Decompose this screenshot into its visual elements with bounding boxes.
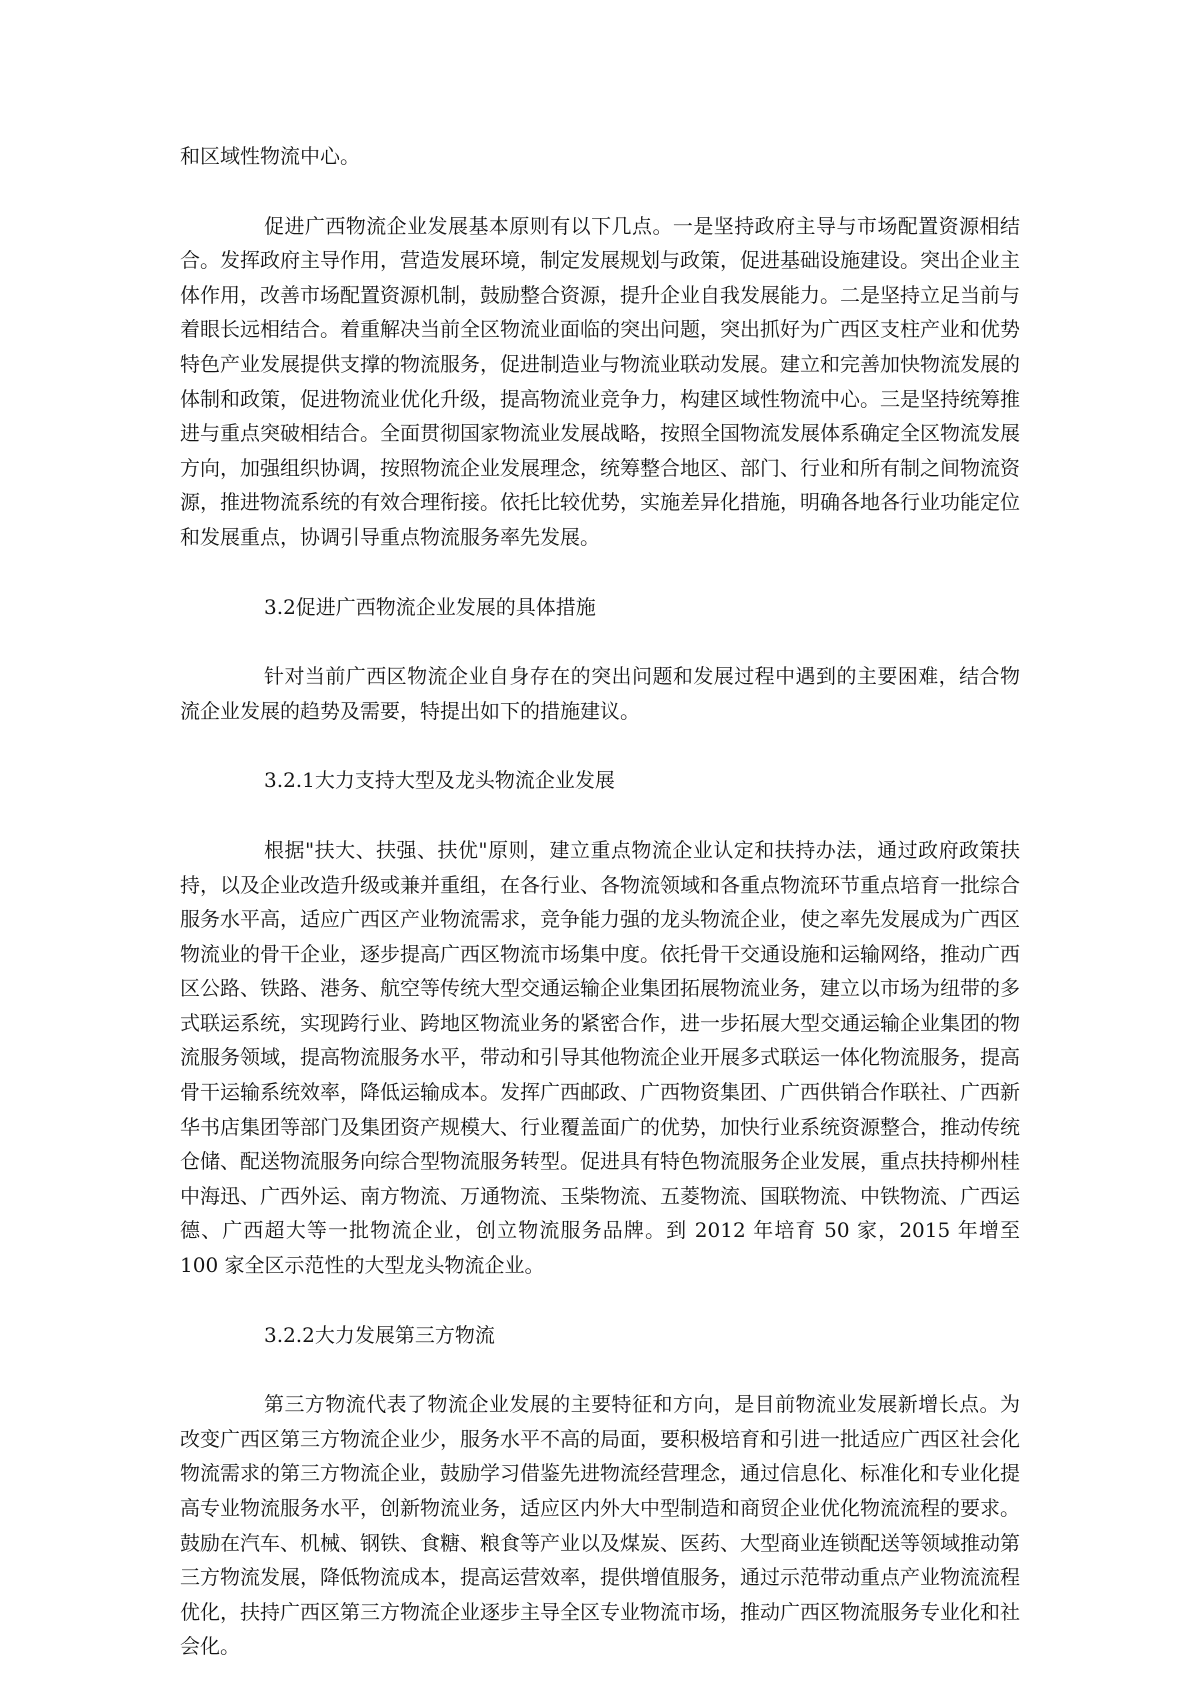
- paragraph-measures-intro: 针对当前广西区物流企业自身存在的突出问题和发展过程中遇到的主要困难，结合物流企业发展的趋势及需要，特提出如下的措施建议。: [180, 664, 1020, 723]
- paragraph-third-party-logistics: 第三方物流代表了物流企业发展的主要特征和方向，是目前物流业发展新增长点。为改变广西区第三方物流企业少，服务水平不高的局面，要积极培育和引进一批适应广西区社会化物流需求的第三方物流企业，鼓励学习借鉴先进物流经营理念，通过信息化、标准化和专业化提高专业物流服务水平，创新物流业务，适应区内外大中型制造和商贸企业优化物流流程的要求。鼓励在汽车、机械、钢铁、食糖、粮食等产业以及煤炭、医药、大型商业连锁配送等领域推动第三方物流发展，降低物流成本，提高运营效率，提供增值服务，通过示范带动重点产业物流流程优化，扶持广西区第三方物流企业逐步主导全区专业物流市场，推动广西区物流服务专业化和社会化。: [180, 1392, 1020, 1659]
- paragraph-basic-principles: 促进广西物流企业发展基本原则有以下几点。一是坚持政府主导与市场配置资源相结合。发挥政府主导作用，营造发展环境，制定发展规划与政策，促进基础设施建设。突出企业主体作用，改善市场配置资源机制，鼓励整合资源，提升企业自我发展能力。二是坚持立足当前与着眼长远相结合。着重解决当前全区物流业面临的突出问题，突出抓好为广西区支柱产业和优势特色产业发展提供支撑的物流服务，促进制造业与物流业联动发展。建立和完善加快物流发展的体制和政策，促进物流业优化升级，提高物流业竞争力，构建区域性物流中心。三是坚持统筹推进与重点突破相结合。全面贯彻国家物流业发展战略，按照全国物流发展体系确定全区物流发展方向，加强组织协调，按照物流企业发展理念，统筹整合地区、部门、行业和所有制之间物流资源，推进物流系统的有效合理衔接。依托比较优势，实施差异化措施，明确各地各行业功能定位和发展重点，协调引导重点物流服务率先发展。: [180, 213, 1020, 549]
- document-body: [180, 139, 1020, 1664]
- section-heading-3-2: 3.2促进广西物流企业发展的具体措施: [264, 594, 596, 619]
- paragraph-continuation: 和区域性物流中心。: [180, 144, 360, 168]
- section-heading-3-2-2: 3.2.2大力发展第三方物流: [264, 1322, 495, 1347]
- paragraph-leading-enterprises: 根据"扶大、扶强、扶优"原则，建立重点物流企业认定和扶持办法，通过政府政策扶持，以及企业改造升级或兼并重组，在各行业、各物流领域和各重点物流环节重点培育一批综合服务水平高，适应广西区产业物流需求，竞争能力强的龙头物流企业，使之率先发展成为广西区物流业的骨干企业，逐步提高广西区物流市场集中度。依托骨干交通设施和运输网络，推动广西区公路、铁路、港务、航空等传统大型交通运输企业集团拓展物流业务，建立以市场为纽带的多式联运系统，实现跨行业、跨地区物流业务的紧密合作，进一步拓展大型交通运输企业集团的物流服务领域，提高物流服务水平，带动和引导其他物流企业开展多式联运一体化物流服务，提高骨干运输系统效率，降低运输成本。发挥广西邮政、广西物资集团、广西供销合作联社、广西新华书店集团等部门及集团资产规模大、行业覆盖面广的优势，加快行业系统资源整合，推动传统仓储、配送物流服务向综合型物流服务转型。促进具有特色物流服务企业发展，重点扶持柳州桂中海迅、广西外运、南方物流、万通物流、玉柴物流、五菱物流、国联物流、中铁物流、广西运德、广西超大等一批物流企业，创立物流服务品牌。到 2012 年培育 50 家，2015 年增至 100 家全区示范性的大型龙头物流企业。: [180, 837, 1020, 1278]
- section-heading-3-2-1: 3.2.1大力支持大型及龙头物流企业发展: [264, 768, 615, 793]
